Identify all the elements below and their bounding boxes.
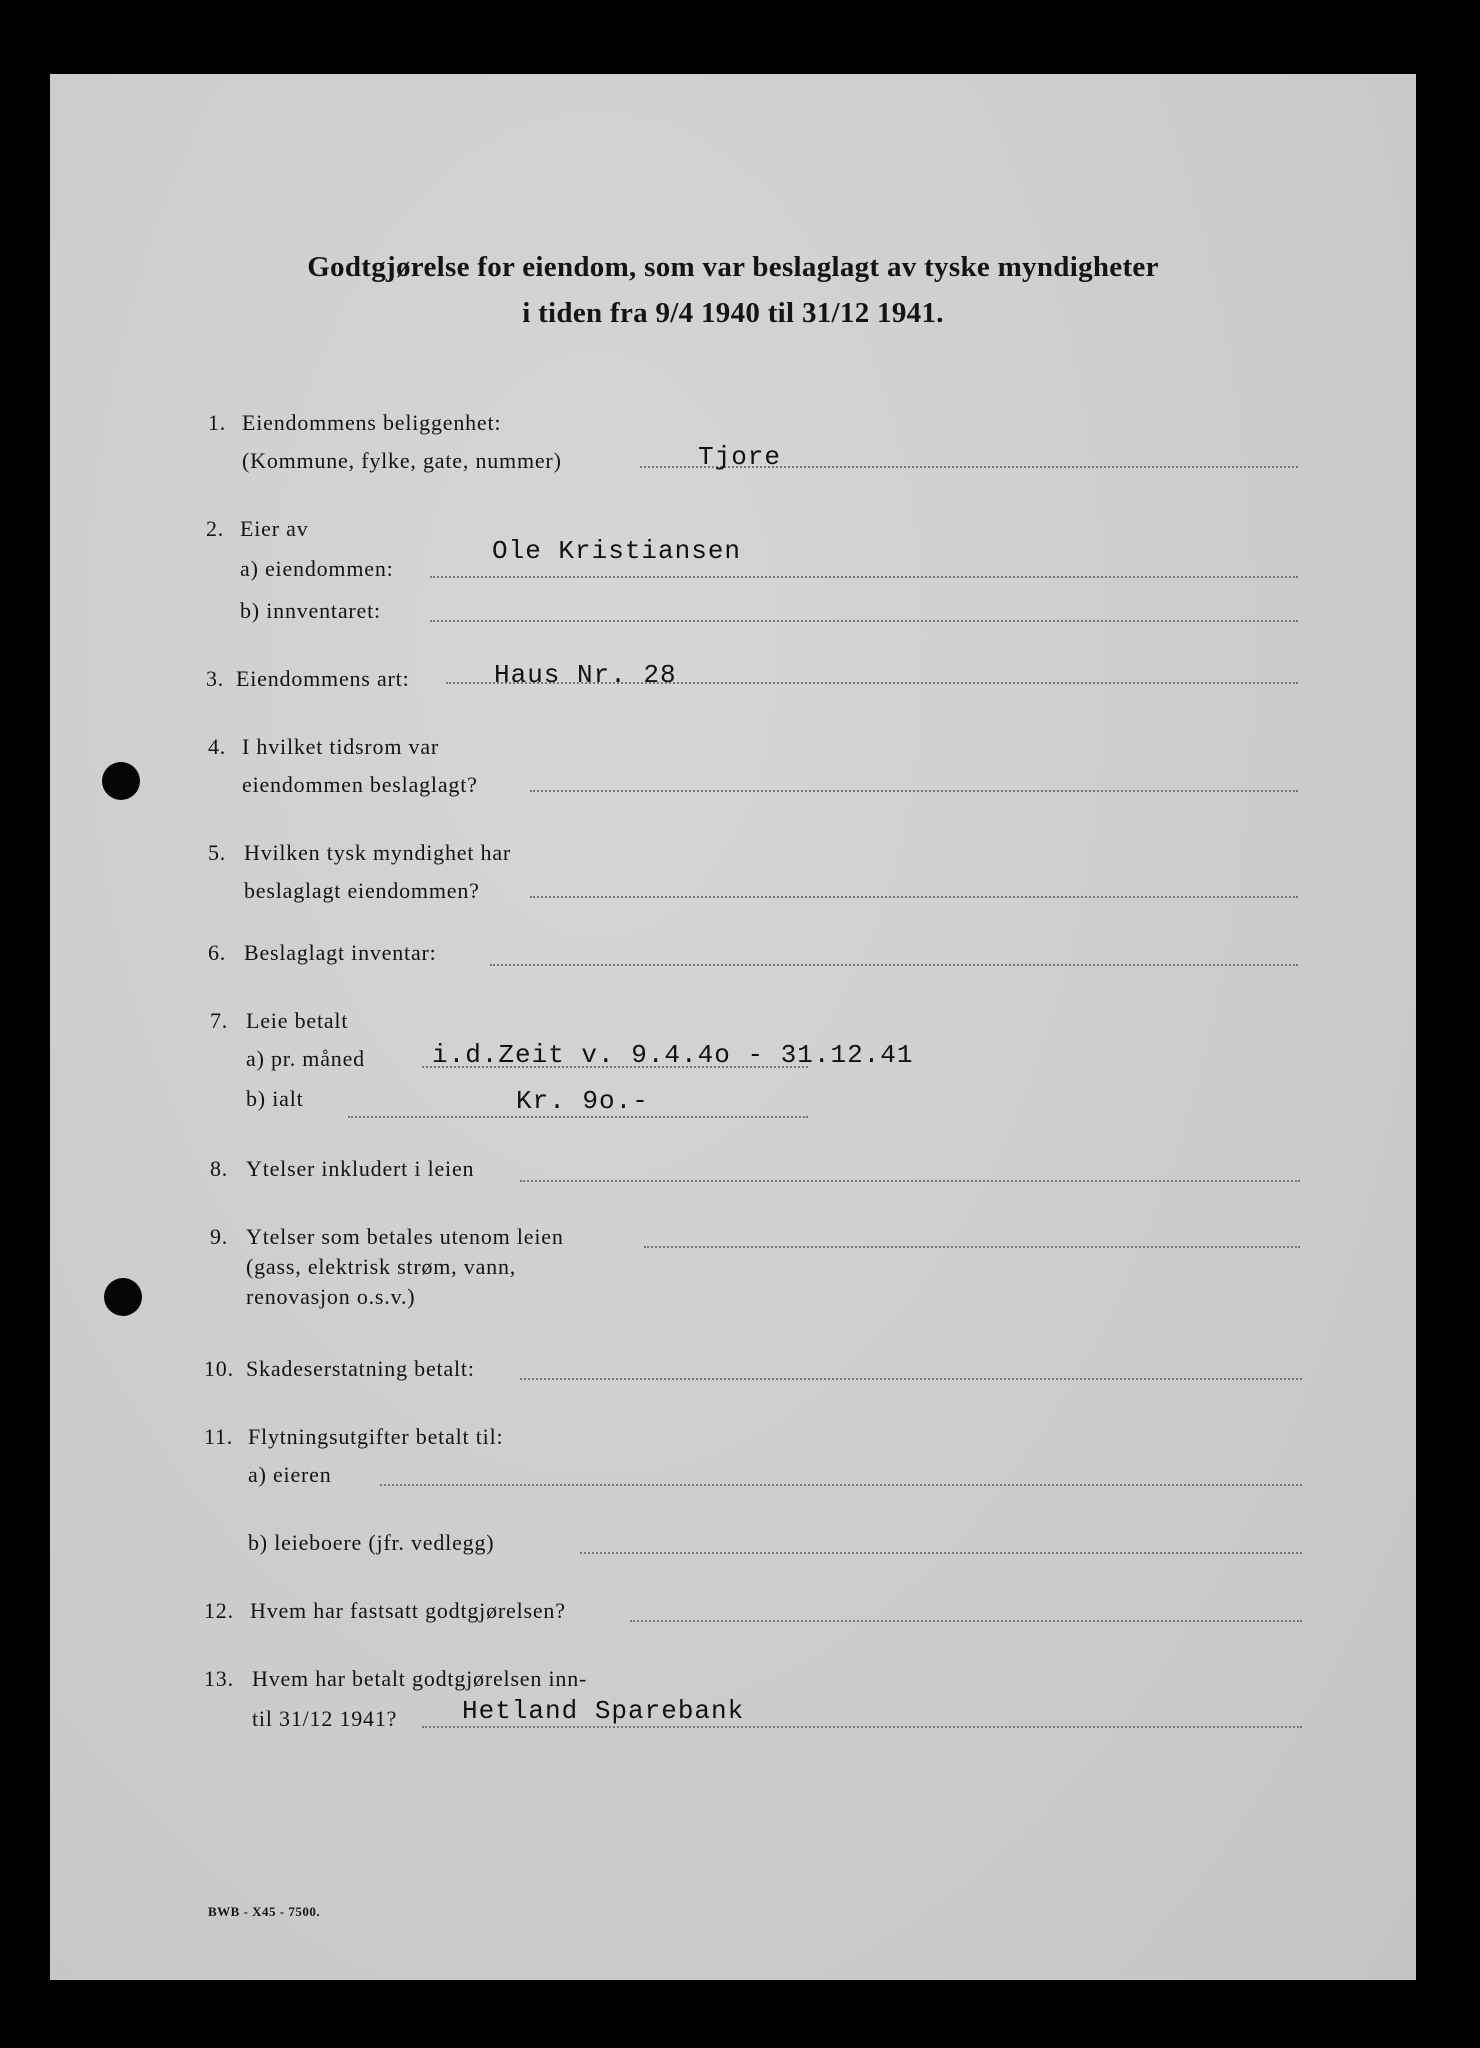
q11a-answer-line — [380, 1484, 1302, 1486]
q10-label: Skadeserstatning betalt: — [246, 1356, 475, 1381]
q10-number: 10. — [204, 1356, 234, 1381]
q12-answer-line — [630, 1620, 1302, 1622]
q2-label: Eier av — [240, 516, 309, 541]
q7a-label: a) pr. måned — [246, 1046, 365, 1071]
q7b-answer: Kr. 9o.- — [516, 1086, 649, 1116]
q9-label: Ytelser som betales utenom leien — [246, 1224, 564, 1249]
q12-label: Hvem har fastsatt godtgjørelsen? — [250, 1598, 566, 1623]
q13-sublabel: til 31/12 1941? — [252, 1706, 398, 1731]
q7a-answer: i.d.Zeit v. 9.4.4o - 31.12.41 — [432, 1040, 914, 1070]
q1-number: 1. — [208, 410, 227, 435]
q7-label: Leie betalt — [246, 1008, 349, 1033]
q12-number: 12. — [204, 1598, 234, 1623]
q13-answer-line — [422, 1726, 1302, 1728]
q2a-answer: Ole Kristiansen — [492, 536, 742, 566]
q11-label: Flytningsutgifter betalt til: — [248, 1424, 504, 1449]
q3-number: 3. — [206, 666, 225, 691]
q9-sublabel-1: (gass, elektrisk strøm, vann, — [246, 1254, 517, 1279]
q4-label: I hvilket tidsrom var — [242, 734, 440, 759]
q9-answer-line — [644, 1246, 1300, 1248]
q6-label: Beslaglagt inventar: — [244, 940, 437, 965]
q3-answer: Haus Nr. 28 — [494, 660, 677, 690]
q3-label: Eiendommens art: — [236, 666, 410, 691]
q7-number: 7. — [210, 1008, 229, 1033]
q13-number: 13. — [204, 1666, 234, 1691]
q6-number: 6. — [208, 940, 227, 965]
q5-answer-line — [530, 896, 1298, 898]
q9-number: 9. — [210, 1224, 229, 1249]
q2a-label: a) eiendommen: — [240, 556, 394, 581]
q5-number: 5. — [208, 840, 227, 865]
q13-answer: Hetland Sparebank — [462, 1696, 745, 1726]
q1-answer: Tjore — [698, 442, 782, 472]
q4-answer-line — [530, 790, 1298, 792]
q1-label: Eiendommens beliggenhet: — [242, 410, 502, 435]
q10-answer-line — [520, 1378, 1302, 1380]
q6-answer-line — [490, 964, 1298, 966]
q4-sublabel: eiendommen beslaglagt? — [242, 772, 478, 797]
q8-answer-line — [520, 1180, 1300, 1182]
form-code: BWB - X45 - 7500. — [208, 1904, 321, 1919]
q4-number: 4. — [208, 734, 227, 759]
q9-sublabel-2: renovasjon o.s.v.) — [246, 1284, 416, 1309]
q2b-label: b) innventaret: — [240, 598, 381, 623]
q5-label: Hvilken tysk myndighet har — [244, 840, 512, 865]
q11b-label: b) leieboere (jfr. vedlegg) — [248, 1530, 495, 1555]
q13-label: Hvem har betalt godtgjørelsen inn- — [252, 1666, 588, 1691]
q7b-label: b) ialt — [246, 1086, 304, 1111]
punch-hole-bottom — [104, 1278, 142, 1316]
q2a-answer-line — [430, 576, 1298, 578]
q2-number: 2. — [206, 516, 225, 541]
q8-label: Ytelser inkludert i leien — [246, 1156, 475, 1181]
title-line-1: Godtgjørelse for eiendom, som var beslaglagt av tyske myndigheter — [307, 251, 1159, 283]
q11-number: 11. — [204, 1424, 234, 1449]
form-title — [50, 244, 1416, 336]
q11b-answer-line — [580, 1552, 1302, 1554]
q5-sublabel: beslaglagt eiendommen? — [244, 878, 480, 903]
q2b-answer-line — [430, 620, 1298, 622]
q8-number: 8. — [210, 1156, 229, 1181]
q7b-answer-line — [348, 1116, 808, 1118]
q11a-label: a) eieren — [248, 1462, 332, 1487]
punch-hole-top — [102, 762, 140, 800]
q1-sublabel: (Kommune, fylke, gate, nummer) — [242, 448, 562, 473]
title-line-2: i tiden fra 9/4 1940 til 31/12 1941. — [522, 297, 944, 329]
form-page — [50, 74, 1416, 1980]
